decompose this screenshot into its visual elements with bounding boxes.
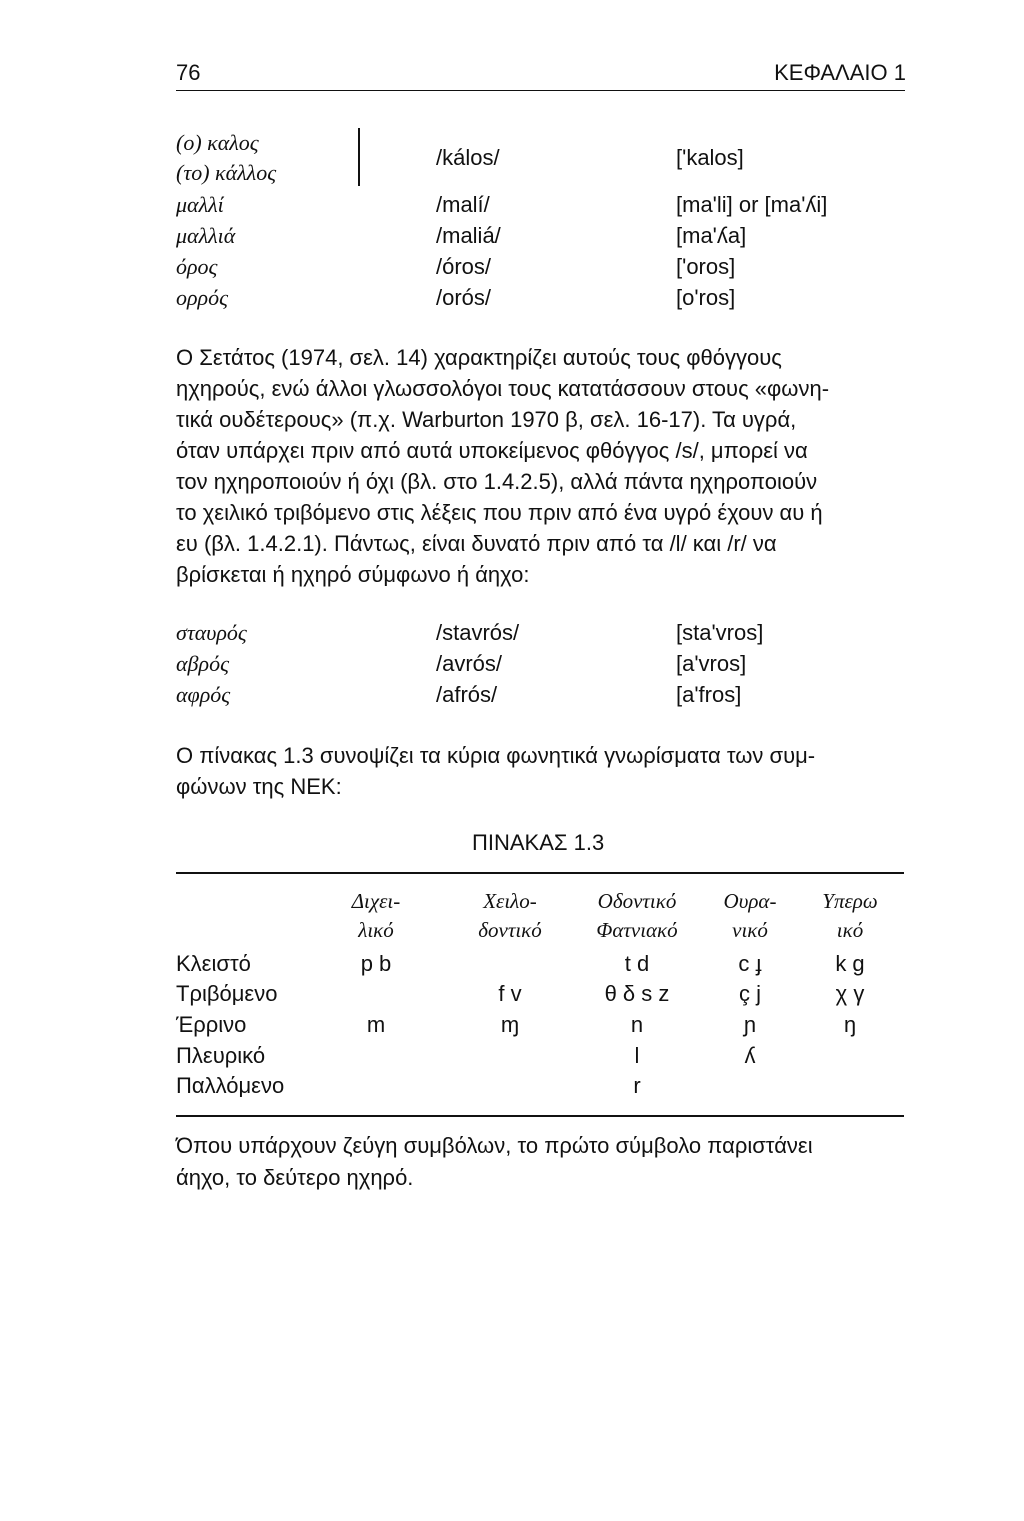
example-phonemic: /orós/ — [436, 285, 492, 310]
paragraph-line: βρίσκεται ή ηχηρό σύμφωνο ή άηχο: — [176, 562, 530, 587]
table-top-rule — [176, 872, 904, 874]
paragraph-line: τικά ουδέτερους» (π.χ. Warburton 1970 β, σελ. 16-17). Τα υγρά, — [176, 407, 797, 432]
example-phonetic: [sta'vros] — [676, 620, 764, 645]
body-paragraph — [176, 740, 906, 802]
example-phonemic: /afrós/ — [436, 682, 498, 707]
example-phonetic: [o'ros] — [676, 285, 736, 310]
example-word: (το) κάλλος — [176, 160, 277, 185]
grouping-bracket — [358, 128, 360, 186]
table-cell: k g — [835, 951, 865, 976]
table-header: δοντικό — [478, 918, 542, 942]
paragraph-line: φώνων της ΝΕΚ: — [176, 774, 342, 799]
table-cell: n — [630, 1012, 644, 1037]
table-row-label: Πλευρικό — [176, 1043, 266, 1068]
chapter-title: ΚΕΦΑΛΑΙΟ 1 — [774, 60, 906, 85]
table-header: Φατνιακό — [596, 918, 678, 942]
note-line: Όπου υπάρχουν ζεύγη συμβόλων, το πρώτο σύμβολο παριστάνει — [176, 1133, 813, 1158]
example-phonetic: [ma'li] or [ma'ʎi] — [676, 192, 828, 217]
example-phonemic: /stavrós/ — [436, 620, 520, 645]
table-cell: ɲ — [743, 1012, 757, 1037]
example-phonemic: /maliá/ — [436, 223, 501, 248]
table-cell: m — [366, 1012, 386, 1037]
table-header: Οδοντικό — [597, 889, 677, 913]
table-cell: f v — [498, 981, 522, 1006]
example-phonetic: ['kalos] — [676, 145, 744, 170]
table-cell: θ δ s z — [604, 981, 670, 1006]
paragraph-line: όταν υπάρχει πριν από αυτά υποκείμενος φθόγγος /s/, μπορεί να — [176, 438, 808, 463]
body-paragraph — [176, 342, 906, 590]
table-row-label: Έρρινο — [176, 1012, 247, 1037]
table-header: Ουρα- — [723, 889, 777, 913]
table-caption: ΠΙΝΑΚΑΣ 1.3 — [472, 830, 605, 855]
table-bottom-rule — [176, 1115, 904, 1117]
table-cell: l — [634, 1043, 640, 1068]
table-cell: χ γ — [835, 981, 865, 1006]
table-cell: r — [633, 1073, 641, 1098]
table-cell: ʎ — [744, 1043, 756, 1068]
table-note — [176, 1130, 906, 1194]
paragraph-line: Ο Σετάτος (1974, σελ. 14) χαρακτηρίζει αυτούς τους φθόγγους — [176, 345, 782, 370]
table-cell: p b — [360, 951, 392, 976]
table-header: Διχει- — [351, 889, 401, 913]
table-row-label: Τριβόμενο — [176, 981, 278, 1006]
table-header: λικό — [358, 918, 394, 942]
paragraph-line: Ο πίνακας 1.3 συνοψίζει τα κύρια φωνητικά γνωρίσματα των συμ- — [176, 743, 816, 768]
example-word: αβρός — [176, 651, 229, 676]
example-phonemic: /avrós/ — [436, 651, 503, 676]
table-cell: ŋ — [843, 1012, 857, 1037]
table-row-label: Παλλόμενο — [176, 1073, 285, 1098]
table-cell: c ɟ — [738, 951, 762, 976]
example-word: ορρός — [176, 285, 229, 310]
example-word: όρος — [176, 254, 218, 279]
example-word: μαλλί — [176, 192, 224, 217]
table-cell: ç j — [739, 981, 761, 1006]
page-number: 76 — [176, 60, 201, 85]
example-word: (ο) καλος — [176, 130, 259, 155]
table-header: νικό — [732, 918, 768, 942]
table-header: Χειλο- — [483, 889, 537, 913]
note-line: άηχο, το δεύτερο ηχηρό. — [176, 1165, 414, 1190]
example-phonetic: [ma'ʎa] — [676, 223, 747, 248]
example-phonemic: /kálos/ — [436, 145, 500, 170]
paragraph-line: ηχηρούς, ενώ άλλοι γλωσσολόγοι τους κατατάσσουν στους «φωνη- — [176, 376, 830, 401]
paragraph-line: ευ (βλ. 1.4.2.1). Πάντως, είναι δυνατό πριν από τα /l/ και /r/ να — [176, 531, 777, 556]
table-header: ικό — [836, 918, 864, 942]
example-phonetic: [a'fros] — [676, 682, 742, 707]
paragraph-line: τον ηχηροποιούν ή όχι (βλ. στο 1.4.2.5), αλλά πάντα ηχηροποιούν — [176, 469, 818, 494]
example-phonetic: [a'vros] — [676, 651, 747, 676]
table-cell: t d — [624, 951, 650, 976]
table-header: Υπερω — [822, 889, 878, 913]
example-word: σταυρός — [176, 620, 247, 645]
example-phonemic: /óros/ — [436, 254, 492, 279]
table-row-label: Κλειστό — [176, 951, 251, 976]
header-rule — [176, 90, 905, 91]
example-word: μαλλιά — [176, 223, 236, 248]
example-phonetic: ['oros] — [676, 254, 736, 279]
table-cell: ɱ — [500, 1012, 520, 1037]
example-word: αφρός — [176, 682, 231, 707]
example-phonemic: /malí/ — [436, 192, 490, 217]
paragraph-line: το χειλικό τριβόμενο στις λέξεις που πριν από ένα υγρό έχουν αυ ή — [176, 500, 823, 525]
